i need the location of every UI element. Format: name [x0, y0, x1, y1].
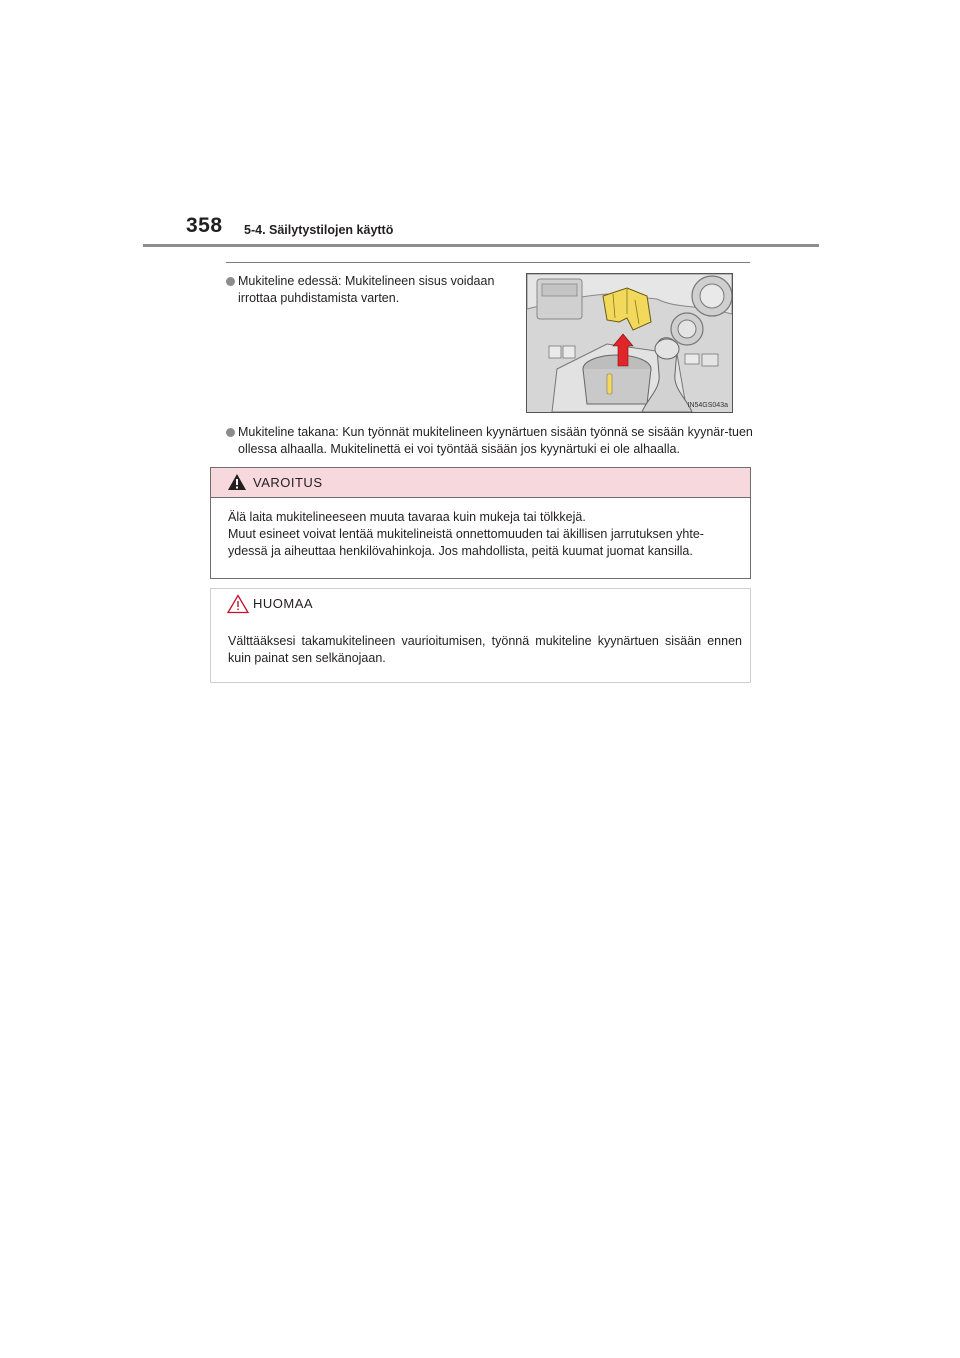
warning-header [211, 468, 750, 498]
warning-box [210, 467, 751, 579]
notice-box [210, 588, 751, 683]
warning-body [228, 509, 742, 560]
notice-title: HUOMAA [253, 596, 314, 611]
bullet-item-front-cup-holder [226, 273, 526, 313]
caution-triangle-icon [227, 594, 249, 619]
bullet-dot-icon [226, 277, 235, 286]
notice-header [211, 589, 750, 618]
content-divider [226, 262, 750, 263]
warning-triangle-icon [227, 473, 247, 496]
warning-line: Älä laita mukitelineeseen muuta tavaraa kuin mukeja tai tölkkejä. [228, 510, 586, 524]
bullet-text: Mukiteline edessä: Mukitelineen sisus voidaan irrottaa puhdistamista varten. [238, 274, 495, 305]
console-drawing [527, 274, 732, 412]
section-title: 5-4. Säilytystilojen käyttö [244, 223, 394, 237]
header-divider [143, 244, 819, 247]
bullet-dot-icon [226, 428, 235, 437]
warning-line: Muut esineet voivat lentää mukitelineistä onnettomuuden tai äkillisen jarrutuksen yhte-ydessä ja aiheuttaa henkilövahinkoja. Jos mahdollista, peitä kuumat juomat kansilla. [228, 527, 704, 558]
bullet-text: Mukiteline takana: Kun työnnät mukitelineen kyynärtuen sisään työnnä se sisään kyynär-tuen ollessa alhaalla. Mukitelinettä ei voi työntää sisään jos kyynärtuki ei ole alhaalla. [238, 425, 753, 456]
warning-title: VAROITUS [253, 475, 323, 490]
bullet-item-rear-cup-holder [226, 424, 756, 464]
illustration-code: IN54GS043a [687, 402, 728, 409]
notice-body: Välttääksesi takamukitelineen vaurioitumisen, työnnä mukiteline kyynärtuen sisään ennen kuin painat sen selkänojaan. [228, 634, 742, 665]
cup-holder-illustration [526, 273, 733, 413]
page-number: 358 [186, 214, 223, 237]
